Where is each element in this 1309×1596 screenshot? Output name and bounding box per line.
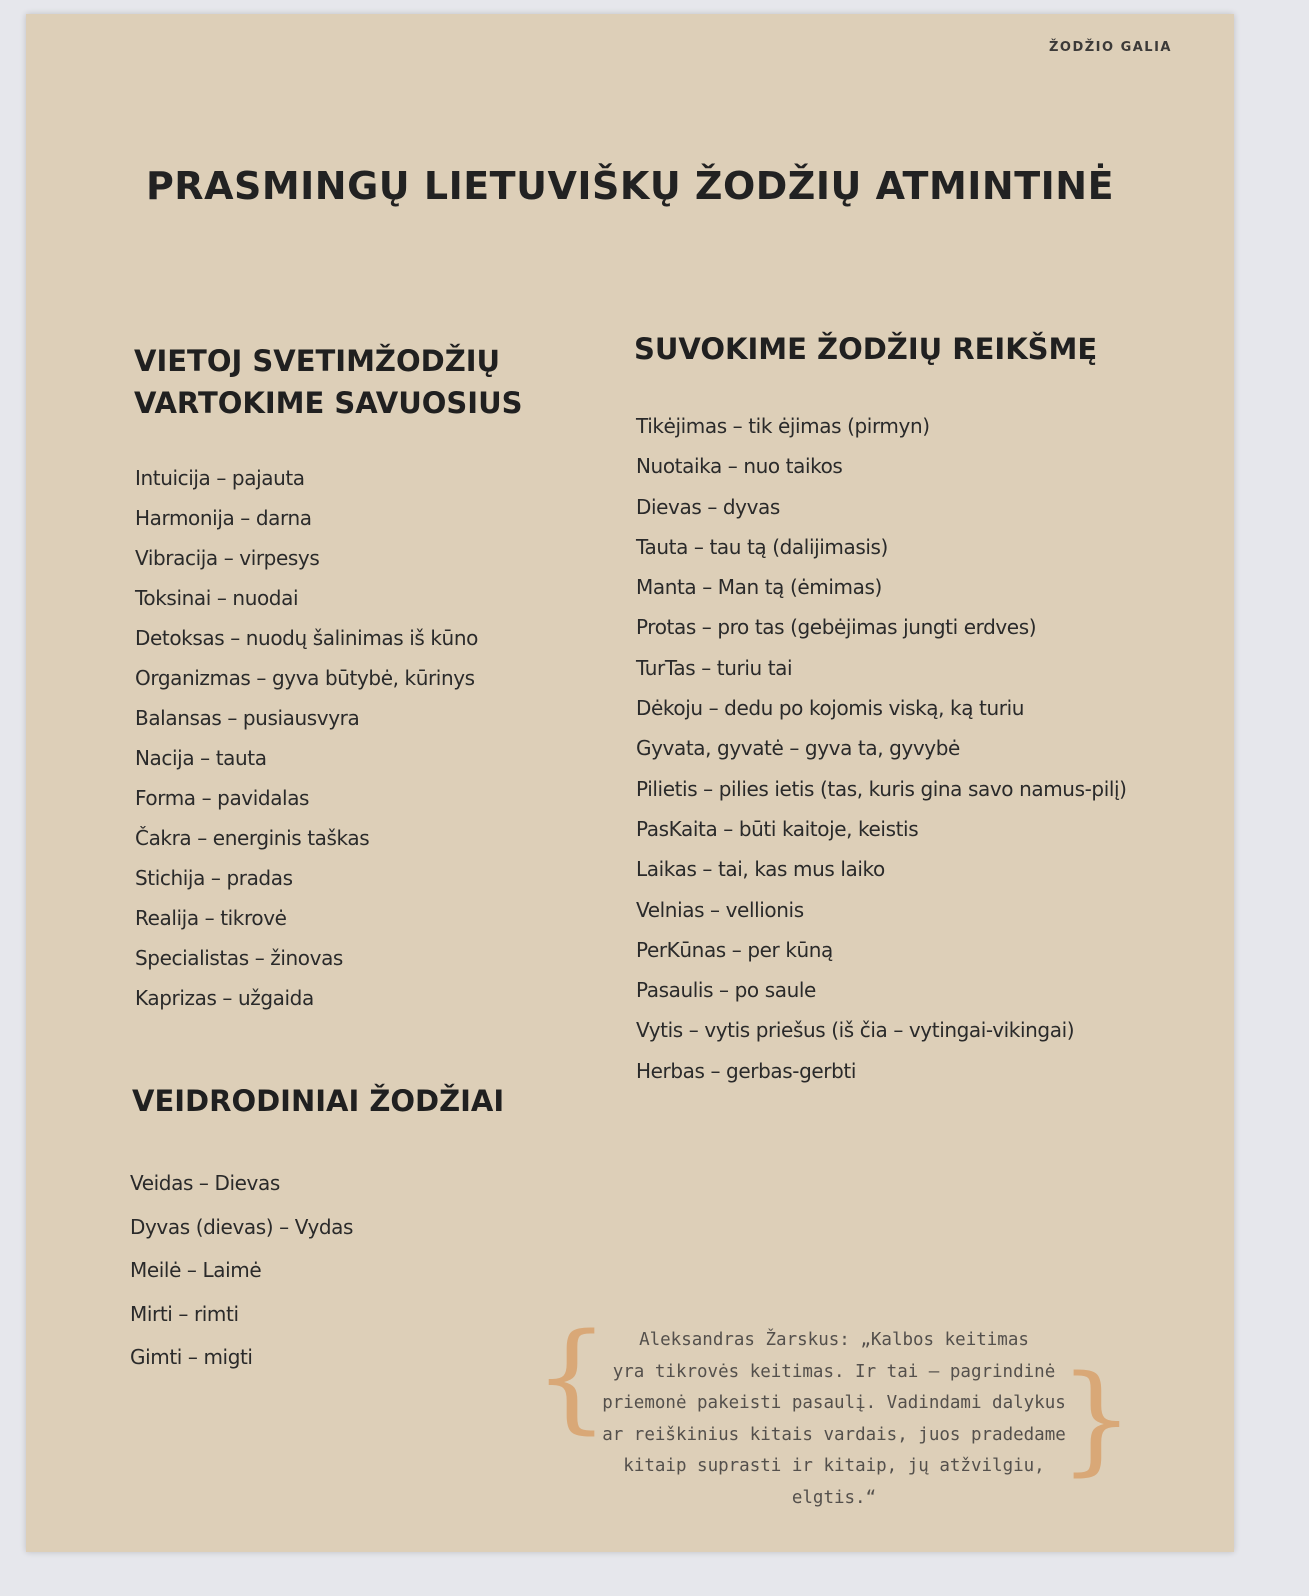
list-item: Dyvas (dievas) – Vydas [130, 1214, 354, 1239]
list-item: Kaprizas – užgaida [135, 986, 314, 1010]
list-item: Vytis – vytis priešus (iš čia – vytingai-vikingai) [636, 1018, 1075, 1043]
list-item: Herbas – gerbas-gerbti [636, 1058, 856, 1083]
list-item: Laikas – tai, kas mus laiko [636, 857, 885, 882]
list-item: Stichija – pradas [135, 866, 293, 890]
list-item: Veidas – Dievas [130, 1171, 280, 1195]
list-item: Pilietis – pilies ietis (tas, kuris gina savo namus-pilį) [636, 776, 1127, 801]
right-brace-icon: } [1058, 1349, 1134, 1487]
list-item: Gimti – migti [130, 1345, 253, 1369]
list-item: PasKaita – būti kaitoje, keistis [636, 816, 919, 841]
list-item: Gyvata, gyvatė – gyva ta, gyvybė [636, 736, 960, 761]
list-item: Mirti – rimti [130, 1301, 239, 1326]
list-item: Manta – Man tą (ėmimas) [636, 575, 882, 600]
list-item: Tikėjimas – tik ėjimas (pirmyn) [636, 414, 930, 438]
heading-line-1: VIETOJ SVETIMŽODŽIŲ [134, 344, 501, 378]
section-heading-mirror-words: VEIDRODINIAI ŽODŽIAI [132, 1084, 505, 1118]
document-page [26, 14, 1234, 1552]
list-item: Protas – pro tas (gebėjimas jungti erdves) [636, 615, 1037, 640]
list-item: PerKūnas – per kūną [636, 937, 833, 962]
left-brace-icon: { [534, 1307, 610, 1445]
heading-line-2: VARTOKIME SAVUOSIUS [134, 386, 523, 420]
list-item: Pasaulis – po saule [636, 978, 816, 1003]
list-item: Nacija – tauta [135, 746, 267, 770]
list-item: Harmonija – darna [135, 506, 312, 530]
list-item: Vibracija – virpesys [135, 546, 320, 570]
list-item: Dievas – dyvas [636, 494, 780, 519]
page-title: PRASMINGŲ LIETUVIŠKŲ ŽODŽIŲ ATMINTINĖ [145, 164, 1115, 208]
word-meaning-list [636, 414, 1127, 1099]
running-header: ŽODŽIO GALIA [1048, 40, 1172, 55]
list-item: Meilė – Laimė [130, 1258, 262, 1282]
list-item: Balansas – pusiausvyra [135, 706, 360, 730]
list-item: Tauta – tau tą (dalijimasis) [636, 534, 888, 559]
quote-block [534, 1307, 1134, 1508]
list-item: Toksinai – nuodai [135, 586, 299, 610]
list-item: Specialistas – žinovas [135, 946, 343, 970]
list-item: Forma – pavidalas [135, 786, 310, 810]
list-item: Nuotaika – nuo taikos [636, 454, 843, 479]
list-item: Čakra – energinis taškas [135, 826, 370, 850]
list-item: TurTas – turiu tai [636, 655, 793, 680]
foreign-words-list [135, 466, 478, 1026]
list-item: Detoksas – nuodų šalinimas iš kūno [135, 626, 478, 650]
mirror-words-list [130, 1171, 353, 1389]
list-item: Dėkoju – dedu po kojomis viską, ką turiu [636, 696, 1025, 721]
list-item: Organizmas – gyva būtybė, kūrinys [135, 666, 475, 690]
list-item: Velnias – vellionis [636, 897, 804, 922]
list-item: Intuicija – pajauta [135, 466, 305, 490]
list-item: Realija – tikrovė [135, 906, 287, 930]
section-heading-word-meaning: SUVOKIME ŽODŽIŲ REIKŠMĘ [634, 332, 1098, 366]
quote-text: Aleksandras Žarskus: „Kalbos keitimas yra tikrovės keitimas. Ir tai – pagrindinė priemonė pakeisti pasaulį. Vadindami dalykus ar reiškinius kitais vardais, juos pradedame kitaip suprasti ir kitaip, jų atžvilgiu, elgtis.“ [602, 1330, 1066, 1508]
section-heading-foreign-words [134, 340, 523, 424]
